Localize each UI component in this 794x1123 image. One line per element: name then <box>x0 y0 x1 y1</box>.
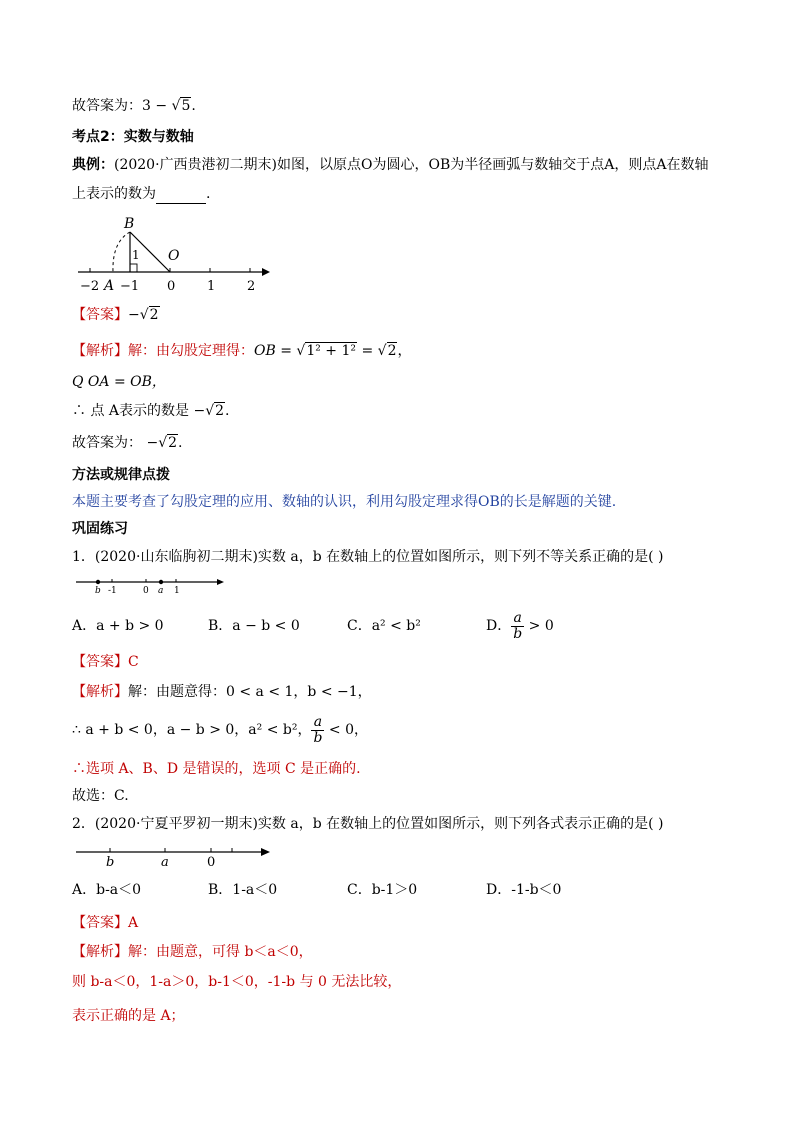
axis-label: b <box>95 586 101 596</box>
number-line-q2 <box>72 842 276 870</box>
axis-label: -1 <box>108 586 117 596</box>
q2-option-d: D．-1-b＜0 <box>486 882 562 898</box>
method-text: 本题主要考查了勾股定理的应用、数轴的认识，利用勾股定理求得OB的长是解题的关键. <box>72 494 617 510</box>
axis-label: a <box>158 586 164 596</box>
tick-label: 1 <box>207 279 216 294</box>
axis-label: 1 <box>174 586 180 596</box>
q1-option-c: C．a² < b² <box>347 618 421 634</box>
q2-option-c: C．b-1＞0 <box>347 882 418 898</box>
consolidate-title: 巩固练习 <box>72 521 128 537</box>
axis-label: 0 <box>207 855 216 870</box>
q1-option-b: B．a − b < 0 <box>208 618 300 634</box>
label-B: B <box>124 216 135 232</box>
q1-answer: 【答案】C <box>72 654 139 670</box>
analysis-1: 【解析】解：由勾股定理得：OB = √1² + 1² = √2， <box>72 343 412 359</box>
label-A: A <box>104 278 115 294</box>
method-title: 方法或规律点拨 <box>72 467 170 483</box>
tick-label: 2 <box>247 279 256 294</box>
q1-analysis-1: 【解析】解：由题意得：0 < a < 1，b < −1， <box>72 684 372 700</box>
axis-label: 0 <box>143 586 149 596</box>
q1-option-a: A．a + b > 0 <box>72 618 164 634</box>
axis-label: a <box>161 855 169 870</box>
example-line-2: 上表示的数为 . <box>72 186 211 202</box>
label-side-1: 1 <box>132 248 140 262</box>
tick-label: 0 <box>167 279 176 294</box>
q1-choose: 故选：C. <box>72 788 129 804</box>
therefore-line: ∴ 点 A表示的数是 −√2. <box>72 403 230 419</box>
question-1-stem: 1．(2020·山东临朐初二期末)实数 a，b 在数轴上的位置如图所示，则下列不等关系正确的是( ) <box>72 549 664 565</box>
q2-option-a: A．b-a＜0 <box>72 882 142 898</box>
tick-label: −1 <box>120 279 140 294</box>
label-O: O <box>168 248 180 264</box>
final-answer-line: 故答案为： −√2. <box>72 435 183 451</box>
q1-analysis-2: ∴ a + b < 0，a − b > 0，a² < b²， $\frac{a}{b}$ < 0， <box>72 713 368 746</box>
answer-blank <box>156 189 206 204</box>
example-line-1: 典例：(2020·广西贵港初二期末)如图，以原点O为圆心，OB为半径画弧与数轴交于点A，则点A在数轴 <box>72 157 709 173</box>
q1-analysis-3: ∴选项 A、B、D 是错误的，选项 C 是正确的. <box>72 761 361 777</box>
since-line: Q OA = OB， <box>72 374 166 390</box>
axis-label: b <box>106 855 115 870</box>
tick-label: −2 <box>80 279 100 294</box>
number-line-q1 <box>72 574 232 598</box>
question-2-stem: 2．(2020·宁夏平罗初一期末)实数 a，b 在数轴上的位置如图所示，则下列各式表示正确的是( ) <box>72 816 664 832</box>
section-title: 考点2：实数与数轴 <box>72 129 194 145</box>
q2-analysis-3: 表示正确的是 A； <box>72 1008 185 1024</box>
q1-option-d: D． $\frac{a}{b}$ > 0 <box>486 609 554 642</box>
q2-option-b: B．1-a＜0 <box>208 882 278 898</box>
q2-analysis-1: 【解析】解：由题意，可得 b＜a＜0， <box>72 944 313 960</box>
number-line-figure-1 <box>72 212 282 296</box>
q2-analysis-2: 则 b-a＜0，1-a＞0，b-1＜0，-1-b 与 0 无法比较， <box>72 974 402 990</box>
q2-answer: 【答案】A <box>72 915 139 931</box>
answer-1: 【答案】−√2 <box>72 307 159 323</box>
answer-line-prev: 故答案为：3 − √5. <box>72 98 196 114</box>
